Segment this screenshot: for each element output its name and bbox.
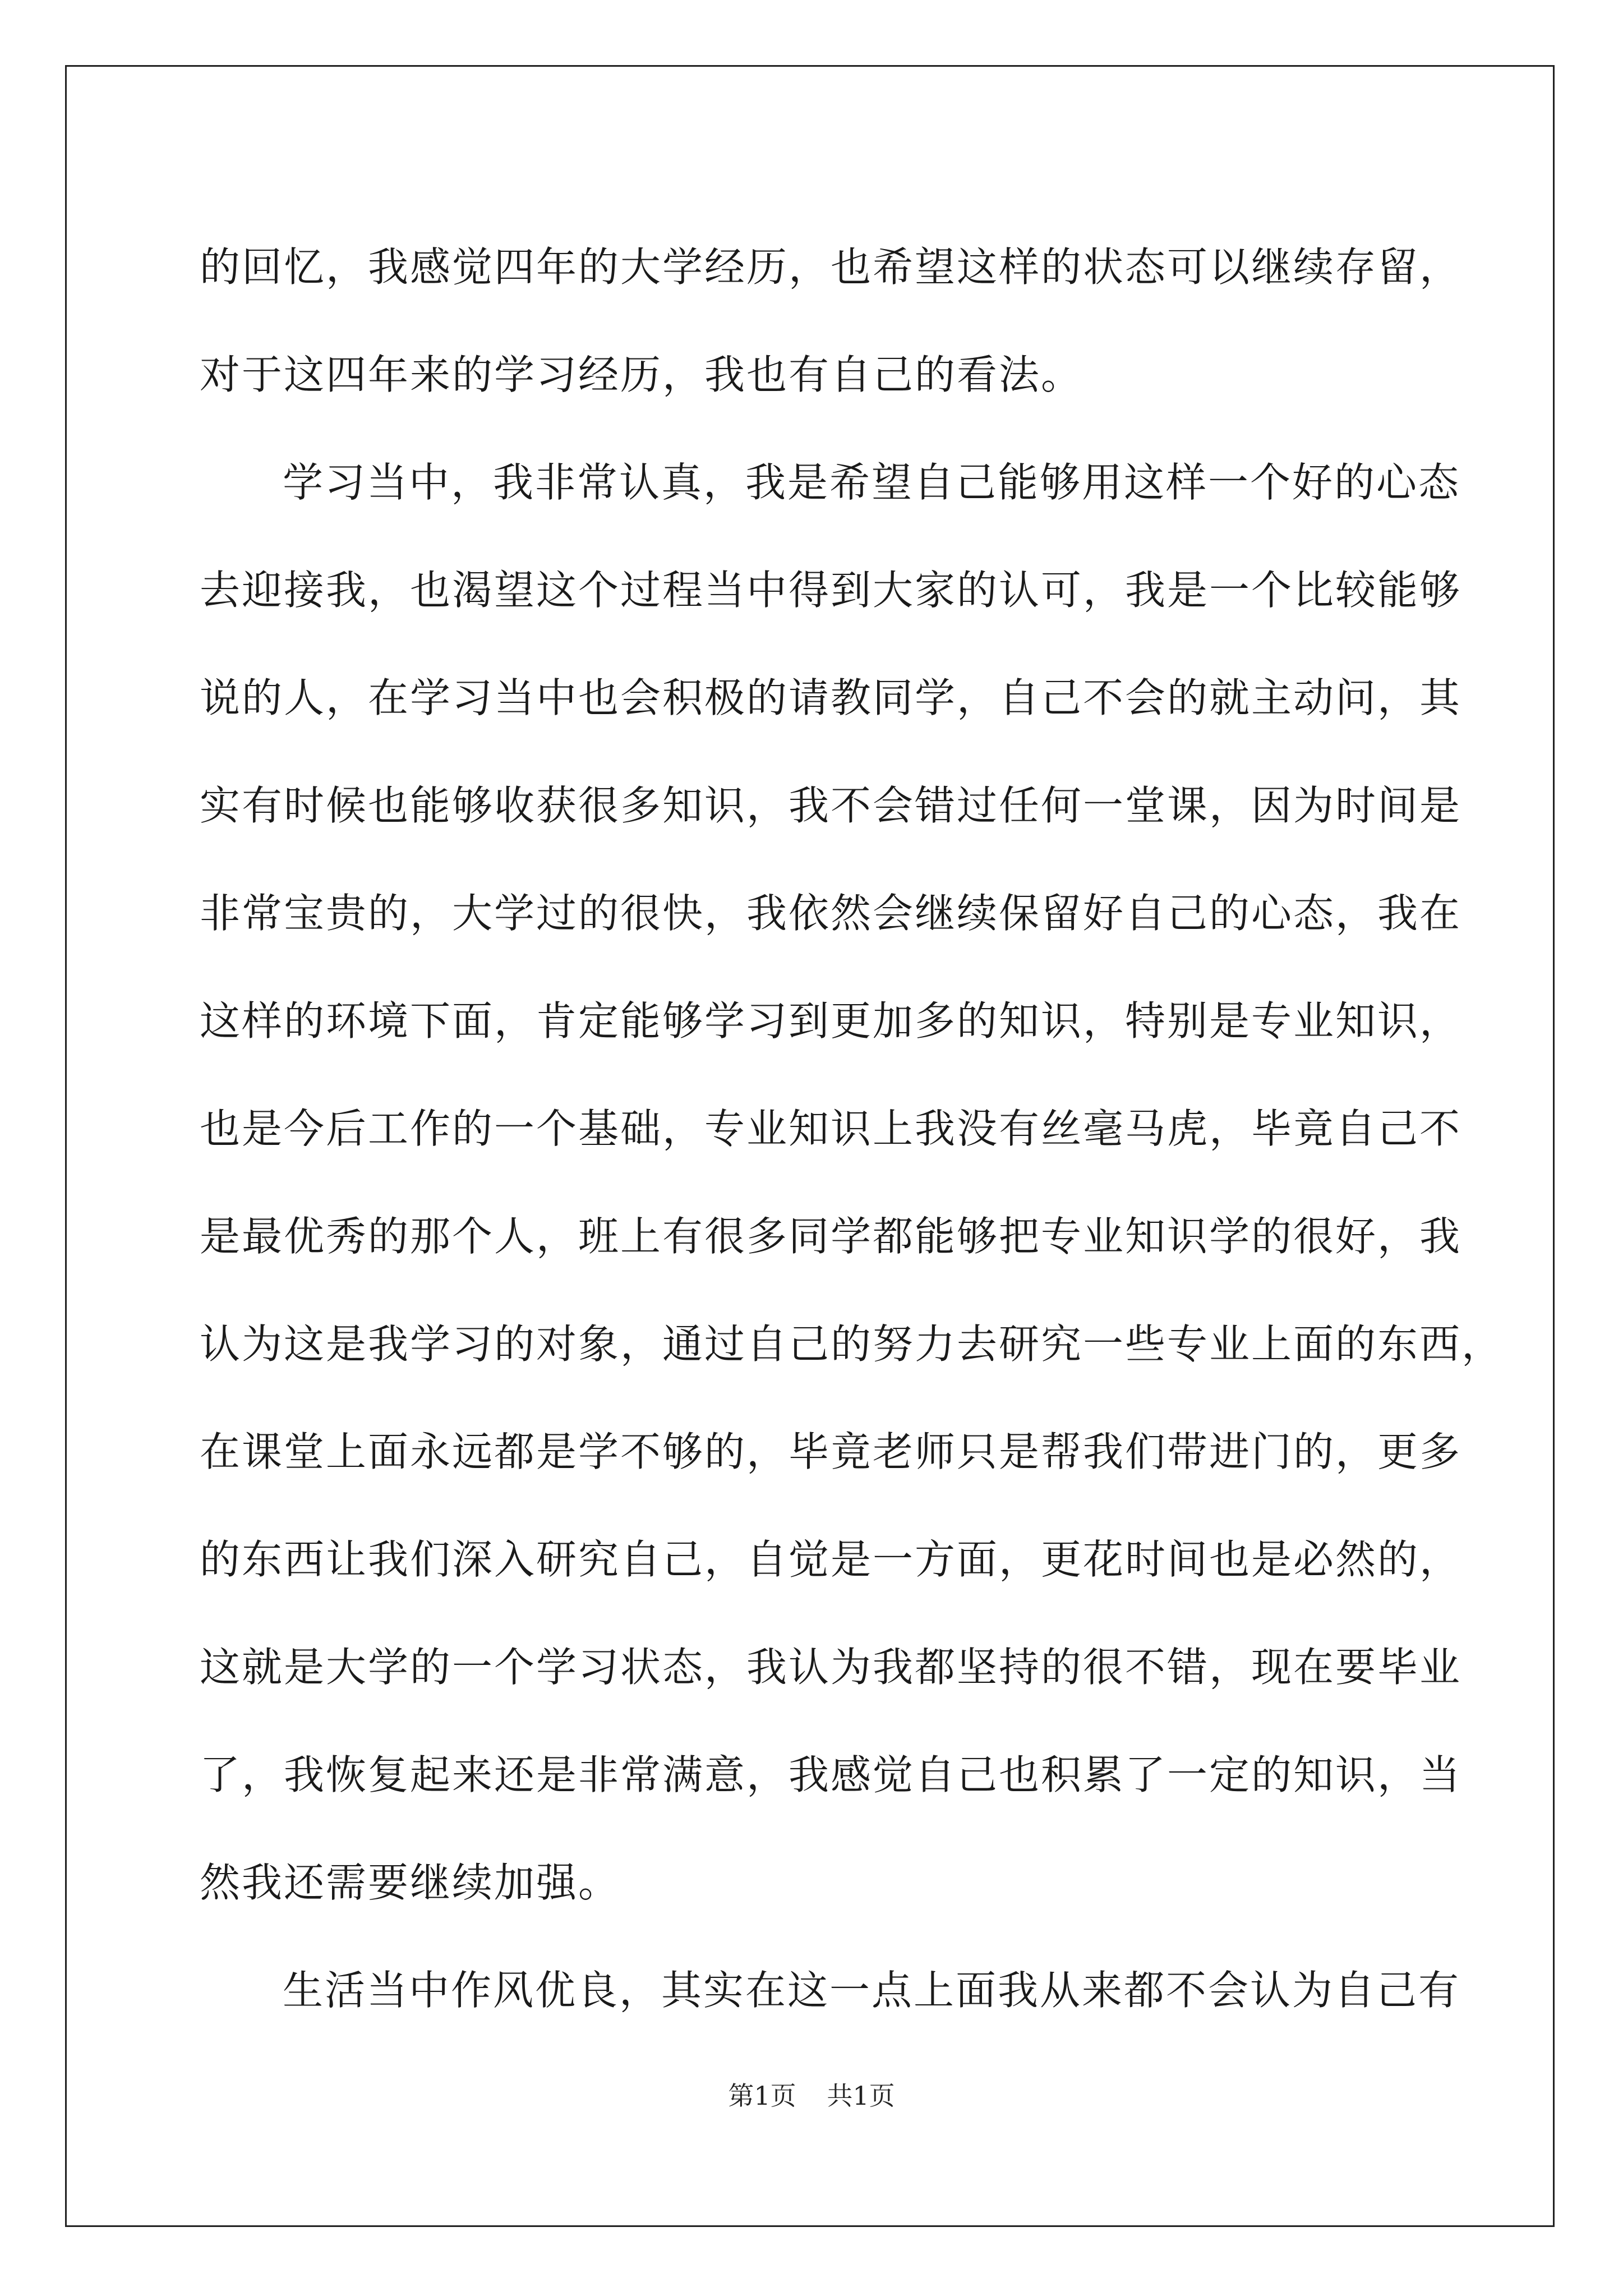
text-line: 是最优秀的那个人，班上有很多同学都能够把专业知识学的很好，我: [200, 1213, 1462, 1260]
page-number-current: 第1页: [728, 2081, 796, 2111]
text-line: 说的人，在学习当中也会积极的请教同学，自己不会的就主动问，其: [200, 674, 1462, 721]
page-footer: [0, 2076, 1623, 2113]
text-line: 也是今后工作的一个基础，专业知识上我没有丝毫马虎，毕竟自己不: [200, 1105, 1462, 1152]
page-number-total: 共1页: [827, 2081, 895, 2111]
text-line: 的东西让我们深入研究自己，自觉是一方面，更花时间也是必然的，: [200, 1536, 1462, 1583]
text-line: 这就是大学的一个学习状态，我认为我都坚持的很不错，现在要毕业: [200, 1644, 1462, 1691]
text-line: 了，我恢复起来还是非常满意，我感觉自己也积累了一定的知识，当: [200, 1751, 1462, 1798]
text-line: 去迎接我，也渴望这个过程当中得到大家的认可，我是一个比较能够: [200, 567, 1462, 614]
text-line: 的回忆，我感觉四年的大学经历，也希望这样的状态可以继续存留，: [200, 243, 1462, 291]
document-body: [200, 213, 1504, 2044]
paragraph-start-line: 学习当中，我非常认真，我是希望自己能够用这样一个好的心态: [283, 459, 1461, 506]
text-line: 认为这是我学习的对象，通过自己的努力去研究一些专业上面的东西，: [200, 1320, 1504, 1368]
paragraph-start-line: 生活当中作风优良，其实在这一点上面我从来都不会认为自己有: [283, 1967, 1461, 2014]
text-line: 这样的环境下面，肯定能够学习到更加多的知识，特别是专业知识，: [200, 997, 1462, 1045]
text-line: 实有时候也能够收获很多知识，我不会错过任何一堂课，因为时间是: [200, 782, 1462, 829]
text-line: 非常宝贵的，大学过的很快，我依然会继续保留好自己的心态，我在: [200, 890, 1462, 937]
text-line: 然我还需要继续加强。: [200, 1859, 621, 1906]
text-line: 在课堂上面永远都是学不够的，毕竟老师只是帮我们带进门的，更多: [200, 1428, 1462, 1475]
text-line: 对于这四年来的学习经历，我也有自己的看法。: [200, 351, 1083, 398]
